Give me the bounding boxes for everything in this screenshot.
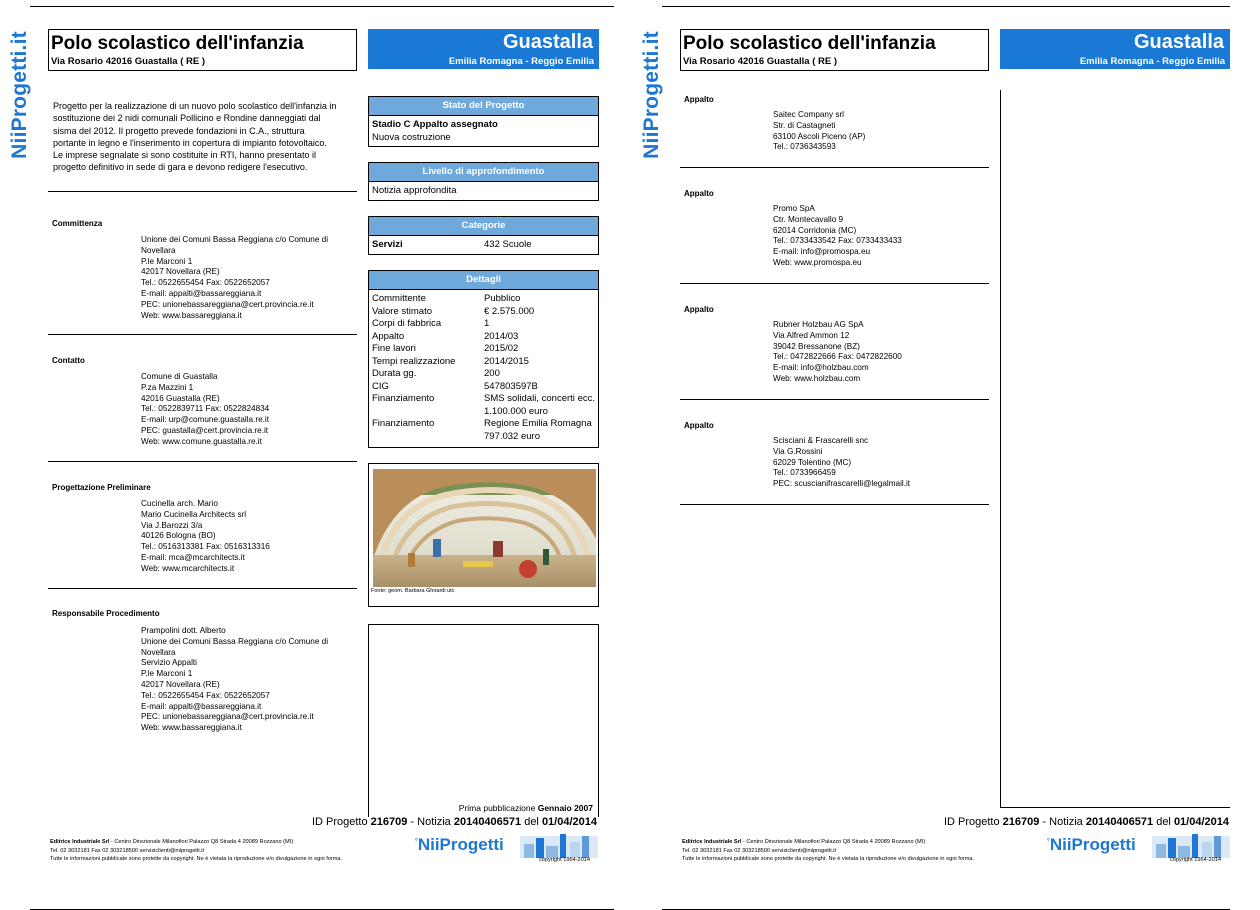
first-pub-value: Gennaio 2007 <box>537 803 593 813</box>
committenza-address <box>141 235 328 321</box>
skyline-icon <box>1152 832 1230 858</box>
address-line: Web: www.holzbau.com <box>773 373 861 383</box>
detail-key: Committente <box>372 293 426 304</box>
livello-value: Notizia approfondita <box>372 185 457 196</box>
address-line: Unione dei Comuni Bassa Reggiana c/o Comune di <box>141 636 329 646</box>
project-title: Polo scolastico dell'infanzia <box>51 33 304 54</box>
address-line: 42017 Novellara (RE) <box>141 267 220 277</box>
project-id: 216709 <box>1002 816 1040 828</box>
section-label-appalto: Appalto <box>684 305 714 314</box>
skyline-icon <box>520 832 598 858</box>
vertical-logo[interactable]: NiiProgetti.it <box>640 31 663 159</box>
footer-address: - Centro Direzionale Milanofiori Palazzo Q8 Strada 4 20089 Rozzano (MI) <box>741 839 926 845</box>
notizia-id: 20140406571 <box>1085 816 1154 828</box>
footer-text <box>682 838 974 864</box>
detail-key: Finanziamento <box>372 393 435 404</box>
image-caption: Fonte: geom. Barbara Ghirardi utc <box>371 588 455 594</box>
appalto-address <box>773 436 910 490</box>
region-name: Emilia Romagna - Reggio Emilia <box>448 56 594 67</box>
categorie-key: Servizi <box>372 239 403 250</box>
detail-value: Regione Emilia Romagna 797.032 euro <box>484 418 592 442</box>
detail-row <box>372 418 595 443</box>
del-label: del <box>521 816 542 828</box>
footer-logo[interactable] <box>1047 832 1232 860</box>
project-title-box <box>680 29 989 71</box>
id-label: ID Progetto <box>943 816 1003 828</box>
footer-rights: Tutte le informazioni pubblicate sono protette da copyright. Ne è vietata la riproduzione e/o divulgazione in ogni forma. <box>50 856 343 862</box>
project-id: 216709 <box>370 816 408 828</box>
copyright: copyright 1964-2014 <box>539 857 591 863</box>
detail-value: 2015/02 <box>484 343 519 354</box>
project-title-box <box>48 29 357 71</box>
detail-value: 2014/03 <box>484 330 519 342</box>
detail-key: Corpi di fabbrica <box>372 318 442 329</box>
address-line: Ctr. Montecavallo 9 <box>773 214 844 224</box>
first-pub-label: Prima pubblicazione <box>458 803 536 813</box>
detail-value: SMS solidali, concerti ecc. 1.100.000 euro <box>484 393 595 417</box>
address-line: Web: www.bassareggiana.it <box>141 723 242 733</box>
address-line: Web: www.bassareggiana.it <box>141 310 242 320</box>
detail-value: Pubblico <box>484 293 521 304</box>
address-line: PEC: guastalla@cert.provincia.re.it <box>141 425 269 435</box>
divider <box>680 504 989 505</box>
page2-top-rule <box>662 6 1230 7</box>
address-line: Cucinella arch. Mario <box>141 499 218 508</box>
detail-row <box>372 318 595 331</box>
detail-value: 547803597B <box>484 380 538 392</box>
brand-name: NiiProgetti <box>1049 835 1136 854</box>
address-line: Web: www.promospa.eu <box>773 257 862 267</box>
section-label-appalto: Appalto <box>684 421 714 430</box>
notizia-date: 01/04/2014 <box>541 816 597 828</box>
del-label: del <box>1153 816 1174 828</box>
section-label-responsabile: Responsabile Procedimento <box>52 609 160 618</box>
column-divider <box>1000 90 1001 808</box>
address-line: Web: www.mcarchitects.it <box>141 563 235 573</box>
detail-key: Appalto <box>372 330 405 342</box>
city-band <box>368 29 599 69</box>
detail-row <box>372 293 595 306</box>
project-rendering-image[interactable] <box>373 469 596 587</box>
brand-mark: ° <box>415 838 418 846</box>
detail-key: Durata gg. <box>372 368 417 379</box>
detail-row <box>372 331 595 344</box>
divider <box>48 191 357 192</box>
address-line: P.za Mazzini 1 <box>141 382 194 392</box>
address-line: Tel.: 0522655454 Fax: 0522652057 <box>141 278 270 288</box>
progettazione-address <box>141 499 270 575</box>
city-name: Guastalla <box>1133 31 1224 53</box>
address-line: Tel.: 0736343593 <box>773 142 836 152</box>
address-line: Tel.: 0516313381 Fax: 0516313316 <box>141 542 270 552</box>
detail-key: Valore stimato <box>372 305 433 317</box>
project-address: Via Rosario 42016 Guastalla ( RE ) <box>51 56 206 67</box>
address-line: Tel.: 0522655454 Fax: 0522652057 <box>141 690 270 700</box>
detail-row <box>372 306 595 319</box>
address-line: Via G.Rossini <box>773 446 823 456</box>
address-line: Novellara <box>141 245 176 255</box>
footer-contacts: Tel. 02 3032181 Fax 02 303218500 serviziclienti@niiprogetti.it <box>682 847 837 854</box>
address-line: E-mail: appalti@bassareggiana.it <box>141 288 262 298</box>
address-line: P.le Marconi 1 <box>141 256 193 266</box>
address-line: Scisciani & Frascarelli snc <box>773 436 869 445</box>
section-label-committenza: Committenza <box>52 219 103 228</box>
brand-mark: ° <box>1047 838 1050 846</box>
project-address: Via Rosario 42016 Guastalla ( RE ) <box>683 56 838 67</box>
address-line: E-mail: info@holzbau.com <box>773 363 869 373</box>
address-line: Web: www.comune.guastalla.re.it <box>141 436 262 446</box>
notes-box <box>368 624 599 817</box>
section-label-contatto: Contatto <box>52 356 85 365</box>
address-line: PEC: unionebassareggiana@cert.provincia.re.it <box>141 712 314 722</box>
stato-panel <box>368 96 599 147</box>
stato-header: Stato del Progetto <box>369 97 598 116</box>
address-line: 62014 Corridonia (MC) <box>773 225 857 235</box>
project-id-line <box>0 816 597 828</box>
project-id-line <box>632 816 1229 828</box>
divider <box>680 399 989 400</box>
divider <box>48 334 357 335</box>
brand-name: NiiProgetti <box>417 835 504 854</box>
address-line: 40126 Bologna (BO) <box>141 531 216 541</box>
address-line: 42016 Guastalla (RE) <box>141 393 220 403</box>
project-description: Progetto per la realizzazione di un nuovo polo scolastico dell'infanzia in sostituzione dei 2 nidi comunali Pollicino e Rondine danneggiati dal sisma del 2012. Il progetto prevede fondazioni in C.A., struttura portante in legno e l'inserimento in copertura di impianto fotovoltaico. Le imprese segnalate si sono costituite in RTI, hanno presentato il progetto definitivo in sede di gara e devono redigere l'esecutivo. <box>53 101 337 173</box>
detail-row <box>372 381 595 394</box>
footer-company: Editrice Industriale Srl <box>50 839 110 845</box>
address-line: 39042 Bressanone (BZ) <box>773 341 860 351</box>
detail-key: Fine lavori <box>372 343 416 354</box>
detail-row <box>372 356 595 369</box>
categorie-header: Categorie <box>369 217 598 236</box>
section-label-appalto: Appalto <box>684 95 714 104</box>
footer-text <box>50 838 342 864</box>
address-line: Rubner Holzbau AG SpA <box>773 320 864 329</box>
footer-logo[interactable] <box>415 832 600 860</box>
project-title: Polo scolastico dell'infanzia <box>683 33 936 54</box>
address-line: Prampolini dott. Alberto <box>141 626 226 635</box>
copyright: copyright 1964-2014 <box>1170 857 1222 863</box>
first-publication <box>0 803 593 813</box>
address-line: E-mail: urp@comune.guastalla.re.it <box>141 415 269 425</box>
address-line: PEC: scuscianifrascarelli@legalmail.it <box>773 479 911 489</box>
detail-key: Tempi realizzazione <box>372 355 456 367</box>
address-line: Servizio Appalti <box>141 658 197 668</box>
address-line: E-mail: mca@mcarchitects.it <box>141 552 245 562</box>
detail-value: € 2.575.000 <box>484 305 535 317</box>
address-line: Tel.: 0733966459 <box>773 468 836 478</box>
footer-company: Editrice Industriale Srl <box>682 839 742 845</box>
detail-key: CIG <box>372 380 389 392</box>
address-line: Comune di Guastalla <box>141 372 218 381</box>
categorie-panel <box>368 216 599 255</box>
page1-top-rule <box>30 6 614 7</box>
responsabile-address <box>141 626 328 734</box>
address-line: Promo SpA <box>773 204 815 213</box>
appalto-address <box>773 204 902 269</box>
address-line: P.le Marconi 1 <box>141 669 193 679</box>
address-line: 42017 Novellara (RE) <box>141 679 220 689</box>
stato-status: Stadio C Appalto assegnato <box>372 119 498 130</box>
address-line: Str. di Castagneti <box>773 120 836 130</box>
notizia-label: - Notizia <box>407 816 454 828</box>
address-line: Unione dei Comuni Bassa Reggiana c/o Comune di <box>141 235 329 244</box>
address-line: Tel.: 0733433542 Fax: 0733433433 <box>773 236 902 246</box>
address-line: Novellara <box>141 647 176 657</box>
dettagli-header: Dettagli <box>369 271 598 290</box>
contatto-address <box>141 372 269 448</box>
address-line: 63100 Ascoli Piceno (AP) <box>773 131 866 141</box>
detail-key: Finanziamento <box>372 418 435 429</box>
notizia-label: - Notizia <box>1039 816 1086 828</box>
appalto-address <box>773 110 865 153</box>
footer-contacts: Tel. 02 3032181 Fax 02 303218500 serviziclienti@niiprogetti.it <box>50 847 205 854</box>
stato-type: Nuova costruzione <box>372 131 451 143</box>
categorie-value: 432 Scuole <box>484 239 532 250</box>
divider <box>48 461 357 462</box>
address-line: PEC: unionebassareggiana@cert.provincia.re.it <box>141 299 314 309</box>
footer-rights: Tutte le informazioni pubblicate sono protette da copyright. Ne è vietata la riproduzione e/o divulgazione in ogni forma. <box>682 856 975 862</box>
livello-header: Livello di approfondimento <box>369 163 598 182</box>
dettagli-panel <box>368 270 599 448</box>
address-line: E-mail: info@promospa.eu <box>773 247 871 257</box>
project-image-box <box>368 463 599 607</box>
address-line: Tel.: 0472822666 Fax: 0472822600 <box>773 352 902 362</box>
detail-value: 200 <box>484 368 500 379</box>
footer-address: - Centro Direzionale Milanofiori Palazzo Q8 Strada 4 20089 Rozzano (MI) <box>109 839 294 845</box>
detail-row <box>372 368 595 381</box>
address-line: Via J.Barozzi 3/a <box>141 520 203 530</box>
livello-panel <box>368 162 599 201</box>
address-line: Saitec Company srl <box>773 110 844 119</box>
notizia-id: 20140406571 <box>453 816 522 828</box>
region-name: Emilia Romagna - Reggio Emilia <box>1079 56 1225 67</box>
address-line: Via Alfred Ammon 12 <box>773 330 850 340</box>
address-line: Tel.: 0522839711 Fax: 0522824834 <box>141 404 270 414</box>
detail-row <box>372 393 595 418</box>
section-label-progettazione: Progettazione Preliminare <box>52 483 151 492</box>
city-band <box>1000 29 1230 69</box>
column-bottom-rule <box>1000 807 1230 808</box>
divider <box>680 283 989 284</box>
vertical-logo[interactable]: NiiProgetti.it <box>8 31 31 159</box>
id-label: ID Progetto <box>311 816 371 828</box>
detail-value: 1 <box>484 318 490 329</box>
divider <box>680 167 989 168</box>
detail-row <box>372 343 595 356</box>
address-line: 62029 Tolentino (MC) <box>773 457 852 467</box>
address-line: Mario Cucinella Architects srl <box>141 509 247 519</box>
appalto-address <box>773 320 902 385</box>
divider <box>48 588 357 589</box>
address-line: E-mail: appalti@bassareggiana.it <box>141 701 262 711</box>
city-name: Guastalla <box>502 31 593 53</box>
section-label-appalto: Appalto <box>684 189 714 198</box>
detail-value: 2014/2015 <box>484 355 529 367</box>
notizia-date: 01/04/2014 <box>1173 816 1229 828</box>
